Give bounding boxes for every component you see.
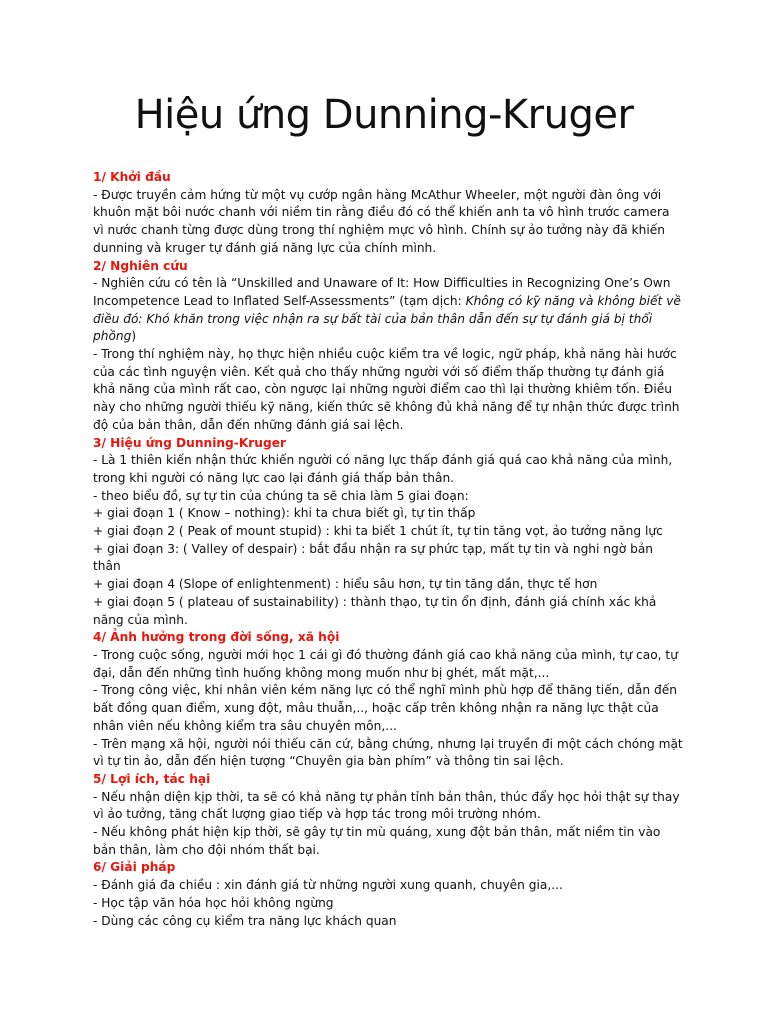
document-body xyxy=(93,169,683,930)
section-heading-4: 4/ Ảnh hưởng trong đời sống, xã hội xyxy=(93,630,340,645)
document-title: Hiệu ứng Dunning-Kruger xyxy=(134,92,634,138)
section-heading-1: 1/ Khởi đầu xyxy=(93,170,171,184)
paragraph xyxy=(93,275,683,346)
paragraph: - Trong thí nghiệm này, họ thực hiện nhiều cuộc kiểm tra về logic, ngữ pháp, khả năng hài hước của các tình nguyện viên. Kết quả cho thấy những người với số điểm thấp thường tự đánh giá khả năng của mình rất cao, còn ngược lại những người điểm cao thì lại thường khiêm tốn. Điều này cho những người thiếu kỹ năng, kiến thức sẽ không đủ khả năng để tự nhận thức được trình độ của bản thân, dẫn đến những đánh giá sai lệch. xyxy=(93,347,680,432)
stage-item: + giai đoạn 4 (Slope of enlightenment) : hiểu sâu hơn, tự tin tăng dần, thực tế hơn xyxy=(93,577,598,592)
section-heading-5: 5/ Lợi ích, tác hại xyxy=(93,771,211,786)
text-run: - Nghiên cứu có tên là “Unskilled and Unaware of It: How Difficulties in Recognizing One’s Own Incompetence Lead to Inflated Self-Assessments” (tạm dịch: xyxy=(93,276,671,308)
paragraph: - Được truyền cảm hứng từ một vụ cướp ngân hàng McAthur Wheeler, một người đàn ông với khuôn mặt bôi nước chanh với niềm tin rằng điều đó có thể khiến anh ta vô hình trước camera vì nước chanh từng được dùng trong thí nghiệm mực vô hình. Chính sự ảo tưởng này đã khiến dunning và kruger tự đánh giá năng lực của chính mình. xyxy=(93,187,670,255)
italic-translation: Không có kỹ năng và không biết về điều đó: Khó khăn trong việc nhận ra sự bất tài của bản thân dẫn đến sự tự đánh giá bị thổi phồng xyxy=(93,293,681,344)
list-item: - Nếu không phát hiện kịp thời, sẽ gây tự tin mù quáng, xung đột bản thân, mất niềm tin vào bản thân, làm cho đội nhóm thất bại. xyxy=(93,825,661,857)
paragraph: - Là 1 thiên kiến nhận thức khiến người có năng lực thấp đánh giá quá cao khả năng của mình, trong khi người có năng lực cao lại đánh giá thấp bản thân. xyxy=(93,453,673,485)
list-item: - Trên mạng xã hội, người nói thiếu căn cứ, bằng chứng, nhưng lại truyền đi một cách chóng mặt vì tự tin ảo, dẫn đến hiện tượng “Chuyên gia bàn phím” và thông tin sai lệch. xyxy=(93,736,683,769)
list-item: - Nếu nhận diện kịp thời, ta sẽ có khả năng tự phản tỉnh bản thân, thúc đẩy học hỏi thật sự thay vì ảo tưởng, tăng chất lượng giao tiếp và hợp tác trong môi trường nhóm. xyxy=(93,789,680,822)
stage-item: + giai đoạn 2 ( Peak of mount stupid) : khi ta biết 1 chút ít, tự tin tăng vọt, ảo tưởng năng lực xyxy=(93,524,663,539)
stage-item: + giai đoạn 3: ( Valley of despair) : bắt đầu nhận ra sự phức tạp, mất tự tin và nghi ngờ bản thân xyxy=(93,541,654,574)
section-heading-3: 3/ Hiệu ứng Dunning-Kruger xyxy=(93,435,286,450)
list-item: - Đánh giá đa chiều : xin đánh giá từ những người xung quanh, chuyên gia,... xyxy=(93,878,563,893)
stage-item: + giai đoạn 1 ( Know – nothing): khi ta chưa biết gì, tự tin thấp xyxy=(93,506,476,521)
stage-item: + giai đoạn 5 ( plateau of sustainability) : thành thạo, tự tin ổn định, đánh giá chính xác khả năng của mình. xyxy=(93,594,657,627)
list-item: - Dùng các công cụ kiểm tra năng lực khách quan xyxy=(93,913,397,928)
list-item: - Học tập văn hóa học hỏi không ngừng xyxy=(93,895,334,910)
list-item: - Trong công việc, khi nhân viên kém năng lực có thể nghĩ mình phù hợp để thăng tiến, dẫn đến bất đồng quan điểm, xung đột, mâu thuẫn,.., hoặc cấp trên không nhận ra năng lực thật của nhân viên nếu không kiểm tra sâu chuyên môn,... xyxy=(93,683,677,733)
section-heading-6: 6/ Giải pháp xyxy=(93,860,176,875)
paragraph: - theo biểu đồ, sự tự tin của chúng ta sẽ chia làm 5 giai đoạn: xyxy=(93,488,469,503)
list-item: - Trong cuộc sống, người mới học 1 cái gì đó thường đánh giá cao khả năng của mình, tự cao, tự đại, dẫn đến những tình huống không mong muốn như bị ghét, mất mặt,... xyxy=(93,647,678,680)
section-heading-2: 2/ Nghiên cứu xyxy=(93,258,188,273)
text-run: ) xyxy=(131,329,137,344)
